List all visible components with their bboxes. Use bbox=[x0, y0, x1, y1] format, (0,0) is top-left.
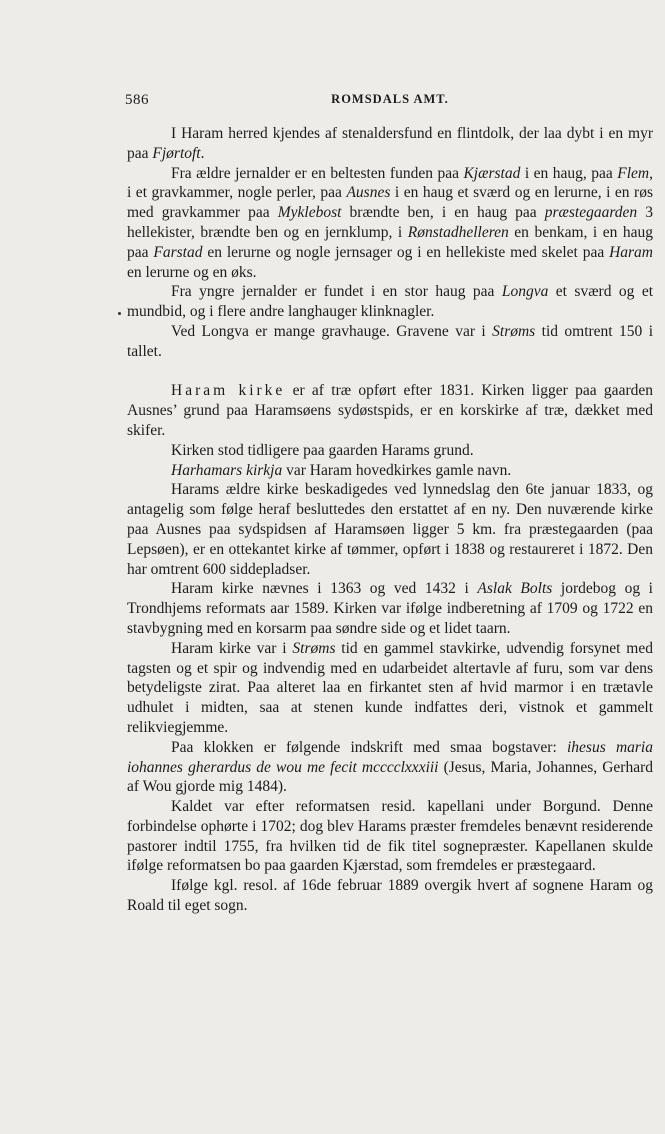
margin-mark bbox=[118, 312, 121, 315]
paragraph: Kirken stod tidligere paa gaarden Harams grund. bbox=[171, 441, 474, 459]
section-gap bbox=[127, 362, 653, 382]
paragraph: Paa klokken er følgende indskrift med smaa bogstaver: ihesus maria iohannes gherardus de wou me fecit mcccclxxxiii (Jesus, Maria, Johannes, Gerhard af Wou gjorde mig 1484). bbox=[127, 738, 654, 796]
body-text bbox=[127, 124, 653, 916]
paragraph: Haram kirke nævnes i 1363 og ved 1432 i Aslak Bolts jordebog og i Trondhjems reformats aar 1589. Kirken var ifølge indberetning af 1709 og 1722 en stavbygning med en korsarm paa søndre side og et lidet taarn. bbox=[127, 580, 653, 637]
page-number: 586 bbox=[125, 92, 149, 108]
paragraph: Ved Longva er mange gravhauge. Gravene var i Strøms tid omtrent 150 i tallet. bbox=[127, 322, 653, 360]
paragraph: Harams ældre kirke beskadigedes ved lynnedslag den 6te januar 1833, og antagelig som følge heraf besluttedes den erstattet af en ny. Den nuværende kirke paa Ausnes paa sydspidsen af Haramsøen ligger 5 km. fra præstegaarden (paa Lepsøen), er en ottekantet kirke af tømmer, opført i 1838 og restaureret i 1872. Den har omtrent 600 siddepladser. bbox=[127, 481, 653, 578]
paragraph: Harhamars kirkja var Haram hovedkirkes gamle navn. bbox=[171, 461, 512, 479]
paragraph: Haram kirke er af træ opført efter 1831. Kirken ligger paa gaarden Ausnes’ grund paa Haramsøens sydøstspids, er en korskirke af træ, dækket med skifer. bbox=[127, 382, 653, 439]
running-head: ROMSDALS AMT. bbox=[331, 92, 449, 106]
paragraph: Fra yngre jernalder er fundet i en stor haug paa Longva et sværd og et mundbid, og i flere andre langhauger klinknagler. bbox=[127, 283, 654, 321]
paragraph: Haram kirke var i Strøms tid en gammel stavkirke, udvendig forsynet med tagsten og et spir og indvendig med en udarbeidet altertavle af furu, som var dens betydeligste zirat. Paa alteret laa en firkantet sten af hvid marmor i en trætavle udhulet i midten, saa at stenen kunde indfattes deri, vistnok et gammelt relikviegjemme. bbox=[127, 639, 653, 736]
paragraph: Fra ældre jernalder er en beltesten funden paa Kjærstad i en haug, paa Flem, i et gravkammer, nogle perler, paa Ausnes i en haug et sværd og en lerurne, i en røs med gravkammer paa Myklebost brændte ben, i en haug paa præstegaarden 3 hellekister, brændte ben og en jernklump, i Rønstadhelleren en benkam, i en haug paa Farstad en lerurne og nogle jernsager og i en hellekiste med skelet paa Haram en lerurne og en øks. bbox=[127, 164, 654, 281]
page-header bbox=[125, 92, 655, 112]
paragraph: Kaldet var efter reformatsen resid. kapellani under Borgund. Denne forbindelse ophørte i 1702; dog blev Harams præster fremdeles benævnt residerende pastorer indtil 1755, fra hvilken tid de fik titel sognepræster. Kapellanen skulde ifølge reformatsen bo paa gaarden Kjærstad, som fremdeles er præstegaard. bbox=[127, 798, 653, 875]
paragraph: Ifølge kgl. resol. af 16de februar 1889 overgik hvert af sognene Haram og Roald til eget sogn. bbox=[127, 877, 653, 915]
paragraph: I Haram herred kjendes af stenaldersfund en flintdolk, der laa dybt i en myr paa Fjørtoft. bbox=[127, 125, 653, 162]
